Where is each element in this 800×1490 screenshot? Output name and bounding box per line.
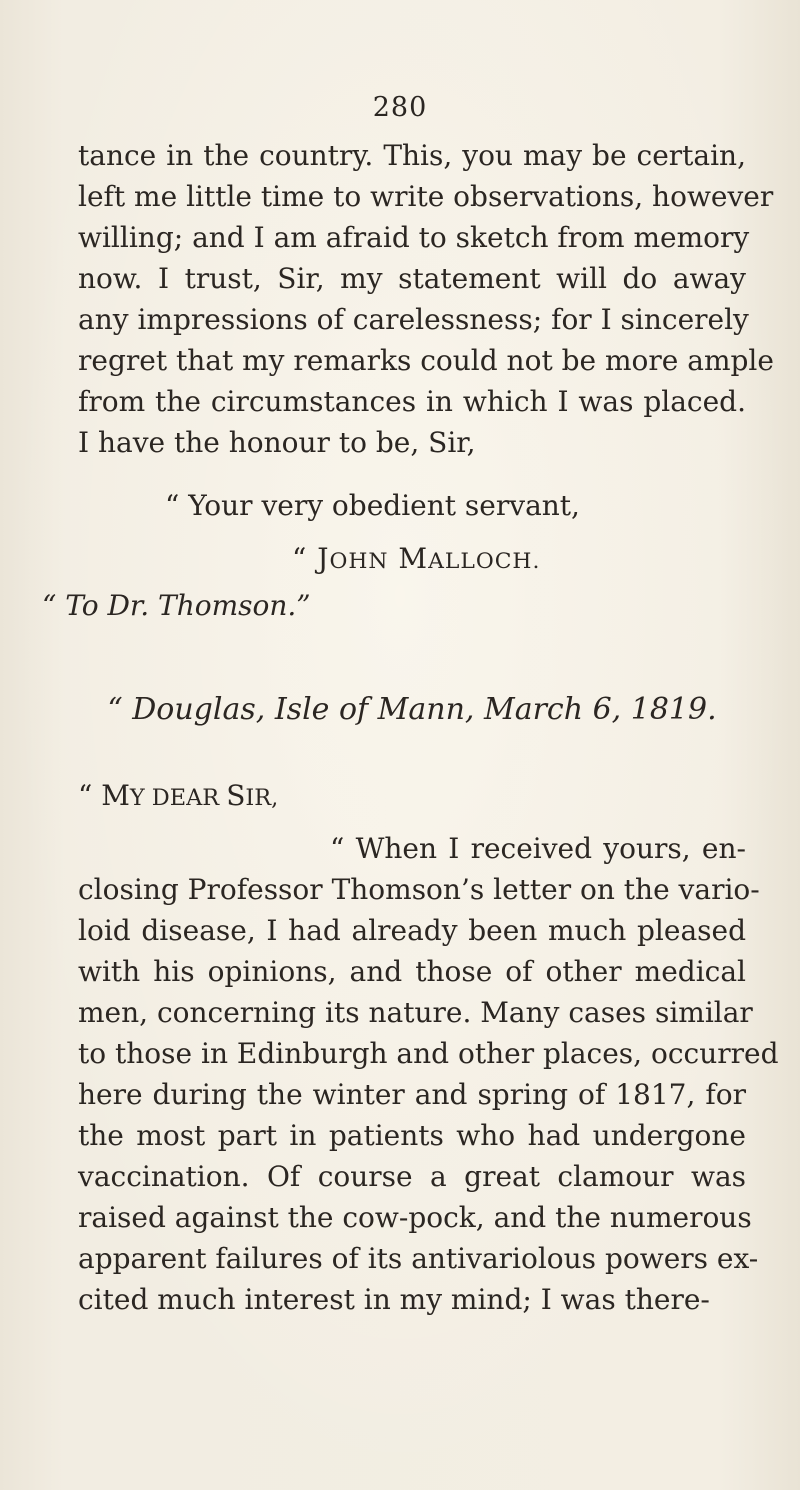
salutation-prefix: “ M — [78, 779, 130, 812]
text-line: here during the winter and spring of 1817, for — [78, 1078, 746, 1111]
paragraph-2-first-line: “ When I received yours, en- — [330, 832, 746, 865]
text-line: cited much interest in my mind; I was there- — [78, 1283, 710, 1316]
signature-first-rest: OHN — [329, 549, 389, 574]
text-line: loid disease, I had already been much pleased — [78, 914, 746, 947]
text-line: from the circumstances in which I was placed. — [78, 385, 746, 418]
text-line: apparent failures of its antivariolous powers ex- — [78, 1242, 759, 1275]
signature-last-initial: M — [398, 542, 429, 575]
closing-line: “ Your very obedient servant, — [165, 489, 580, 522]
text-line: tance in the country. This, you may be certain, — [78, 139, 746, 172]
text-line: willing; and I am afraid to sketch from memory — [78, 221, 750, 254]
text-line: raised against the cow-pock, and the numerous — [78, 1201, 752, 1234]
signature — [292, 542, 540, 575]
text-line: left me little time to write observations, however — [78, 180, 774, 213]
text-line: the most part in patients who had undergone — [78, 1119, 746, 1152]
text-line: closing Professor Thomson’s letter on the vario- — [78, 873, 760, 906]
salutation-s-initial: S — [226, 779, 246, 812]
text-line: vaccination. Of course a great clamour was — [78, 1160, 746, 1193]
salutation-s-rest: IR, — [245, 785, 279, 811]
signature-last-rest: ALLOCH. — [428, 549, 541, 574]
addressee: “ To Dr. Thomson.” — [42, 589, 311, 622]
text-line: I have the honour to be, Sir, — [78, 426, 476, 459]
text-line: men, concerning its nature. Many cases similar — [78, 996, 753, 1029]
salutation — [78, 779, 278, 812]
salutation-rest: Y DEAR — [129, 785, 227, 811]
dateline: “ Douglas, Isle of Mann, March 6, 1819. — [107, 692, 717, 727]
text-line: to those in Edinburgh and other places, occurred — [78, 1037, 779, 1070]
text-line: now. I trust, Sir, my statement will do away — [78, 262, 746, 295]
text-line: any impressions of carelessness; for I sincerely — [78, 303, 749, 336]
text-line: regret that my remarks could not be more ample — [78, 344, 774, 377]
page-number: 280 — [372, 92, 428, 123]
signature-first-initial: J — [317, 542, 330, 575]
signature-prefix: “ — [292, 542, 318, 575]
text-line: with his opinions, and those of other medical — [78, 955, 746, 988]
